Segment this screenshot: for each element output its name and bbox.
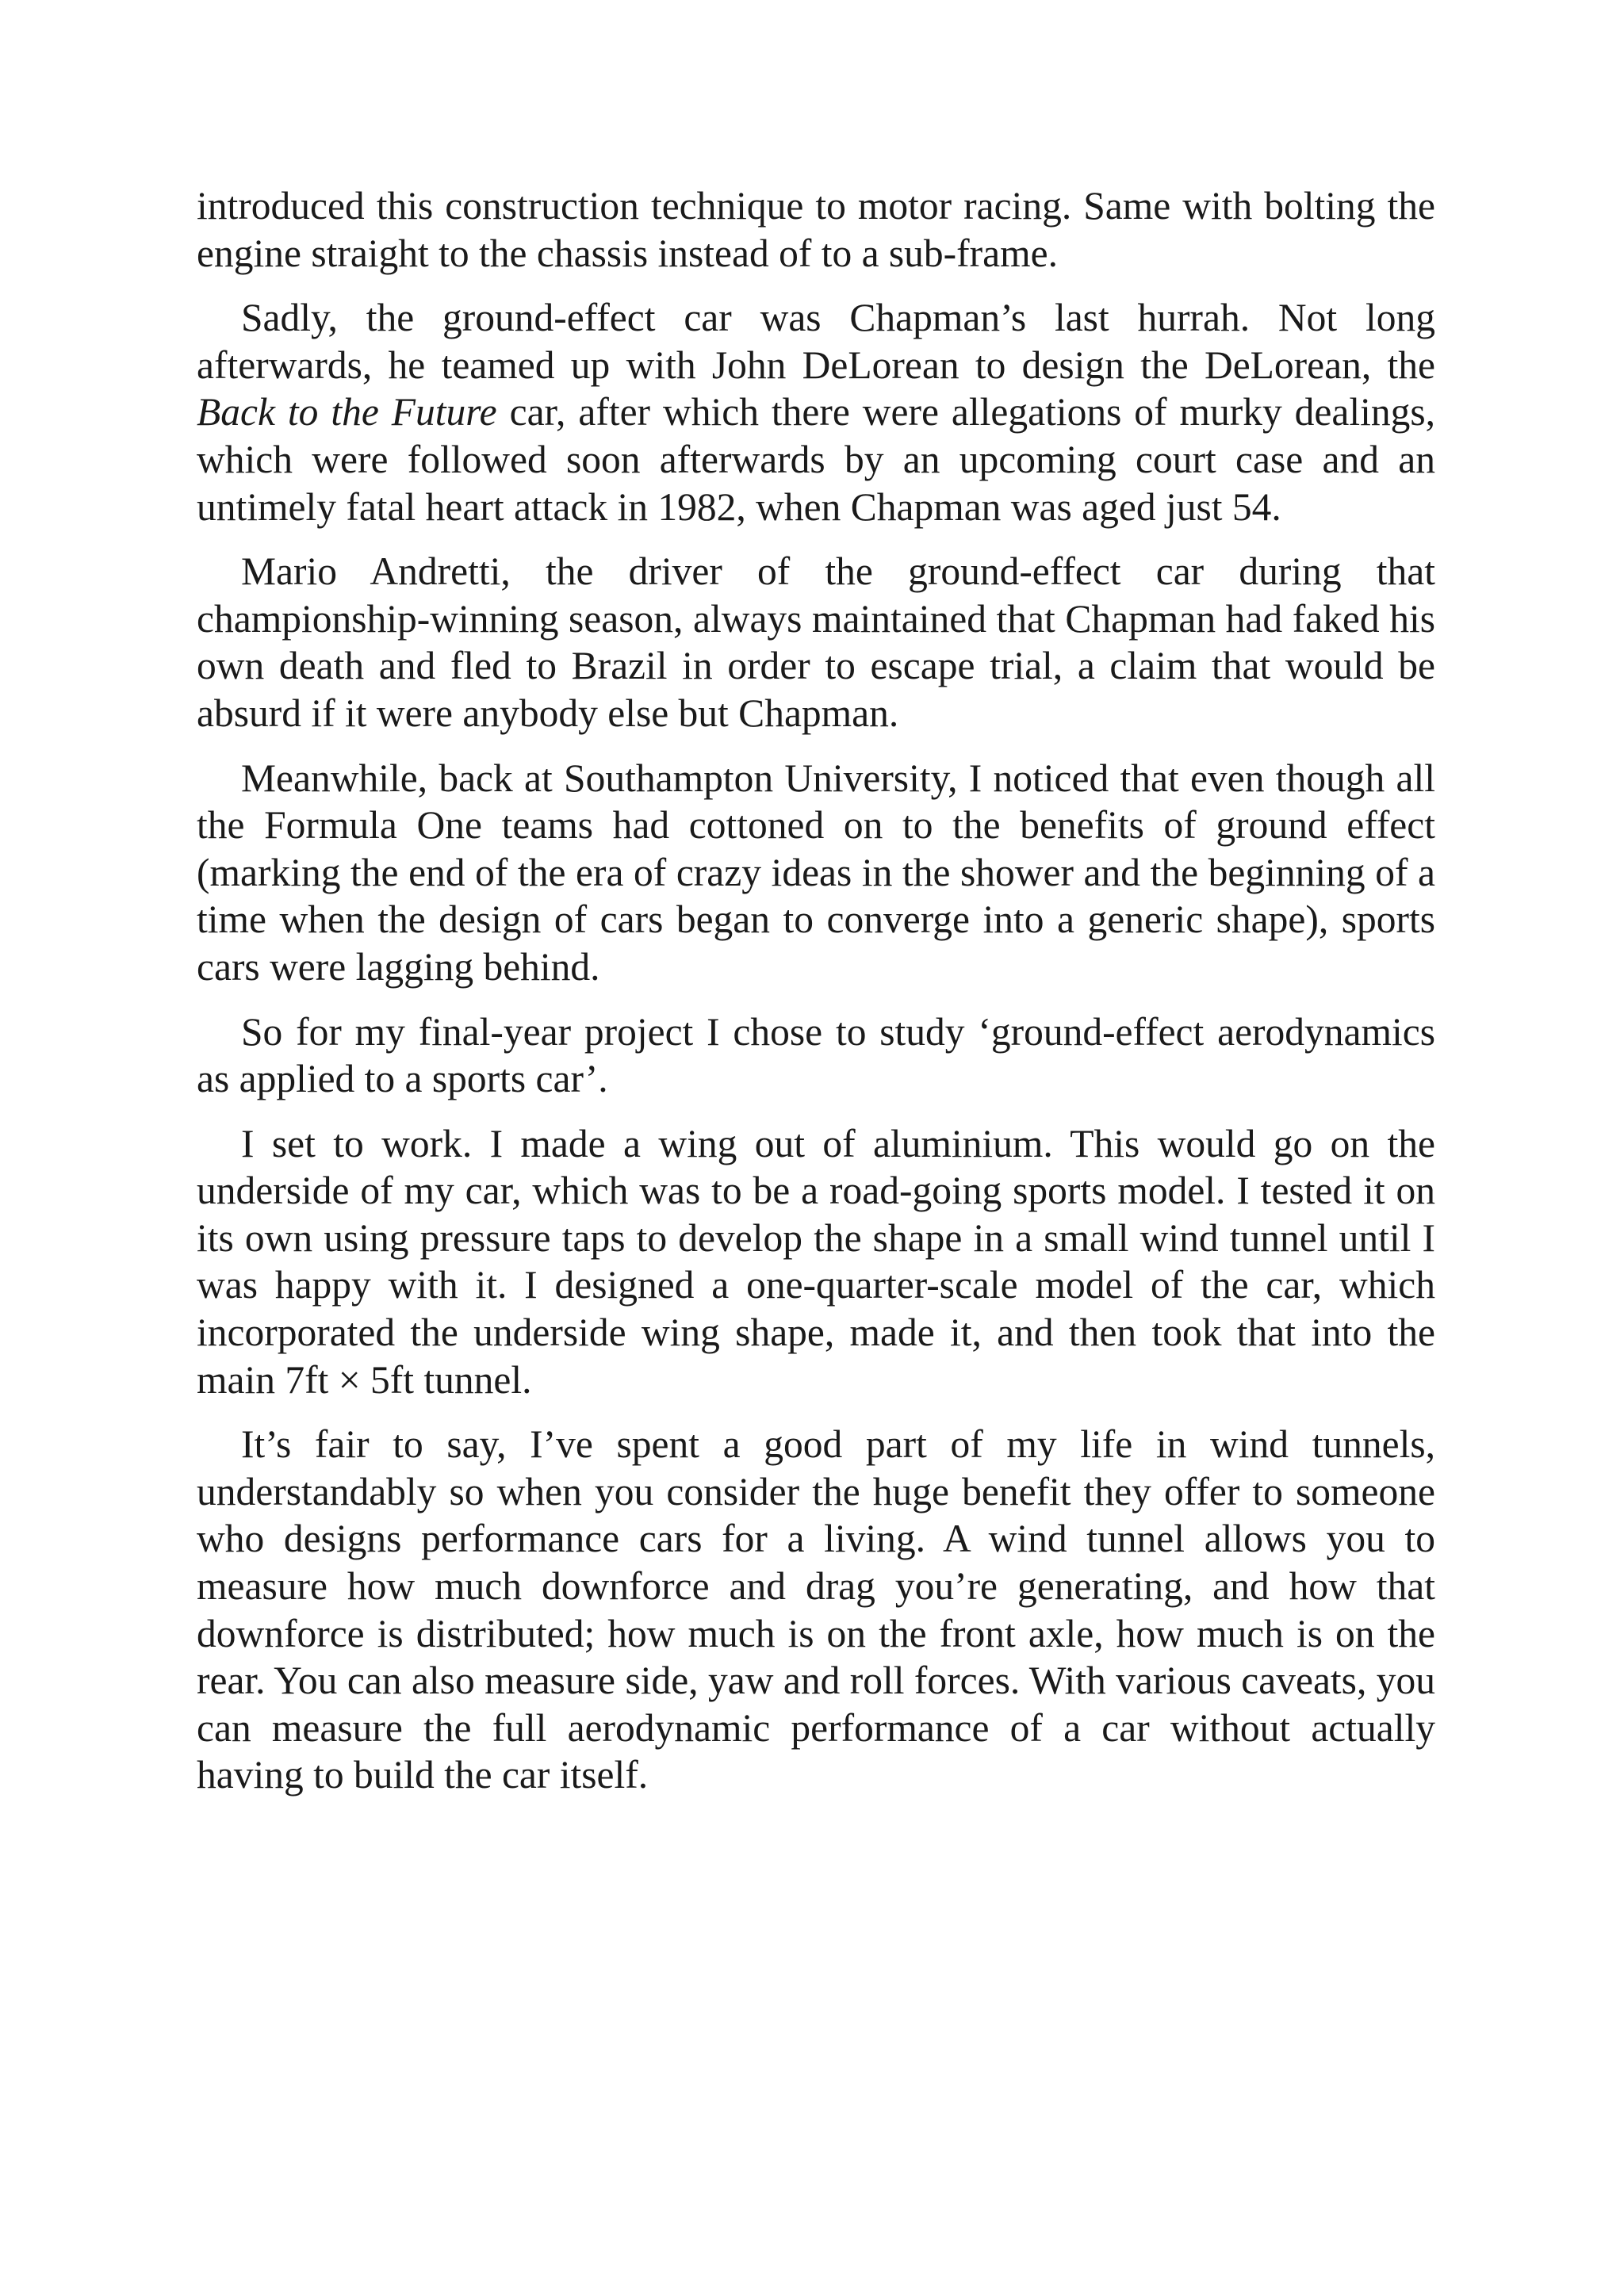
paragraph-text-after: car, after which there were allegations of murky dealings, which were followed soon afterwards by an upcoming court case and an untimely fatal heart attack in 1982, when Chapman was aged just 54. xyxy=(197,390,1436,529)
film-title: Back to the Future xyxy=(197,390,497,434)
paragraph-wing: I set to work. I made a wing out of aluminium. This would go on the underside of my car, which was to be a road-going sports model. I tested it on its own using pressure taps to develop the shape in a small wind tunnel until I was happy with it. I designed a one-quarter-scale model of the car, which incorporated the underside wing shape, made it, and then took that into the main 7ft × 5ft tunnel. xyxy=(197,1121,1435,1402)
paragraph-chapman-last-hurrah xyxy=(197,294,1435,530)
paragraph-southampton: Meanwhile, back at Southampton University, I noticed that even though all the Formula One teams had cottoned on to the benefits of ground effect (marking the end of the era of crazy ideas in the shower and the beginning of a time when the design of cars began to converge into a generic shape), sports cars were lagging behind. xyxy=(197,756,1435,989)
paragraph-final-year-project: So for my final-year project I chose to study ‘ground-effect aerodynamics as applied to a sports car’. xyxy=(197,1009,1435,1101)
paragraph-continued: introduced this construction technique to motor racing. Same with bolting the engine straight to the chassis instead of to a sub-frame. xyxy=(197,184,1435,275)
body-text xyxy=(197,182,1435,1816)
paragraph-andretti: Mario Andretti, the driver of the ground-effect car during that championship-winning season, always maintained that Chapman had faked his own death and fled to Brazil in order to escape trial, a claim that would be absurd if it were anybody else but Chapman. xyxy=(197,549,1435,735)
paragraph-wind-tunnels: It’s fair to say, I’ve spent a good part of my life in wind tunnels, understandably so when you consider the huge benefit they offer to someone who designs performance cars for a living. A wind tunnel allows you to measure how much downforce and drag you’re generating, and how that downforce is distributed; how much is on the front axle, how much is on the rear. You can also measure side, yaw and roll forces. With various caveats, you can measure the full aerodynamic performance of a car without actually having to build the car itself. xyxy=(197,1422,1435,1797)
paragraph-text-before: Sadly, the ground-effect car was Chapman’s last hurrah. Not long afterwards, he teamed up with John DeLorean to design the DeLorean, the xyxy=(197,296,1435,387)
